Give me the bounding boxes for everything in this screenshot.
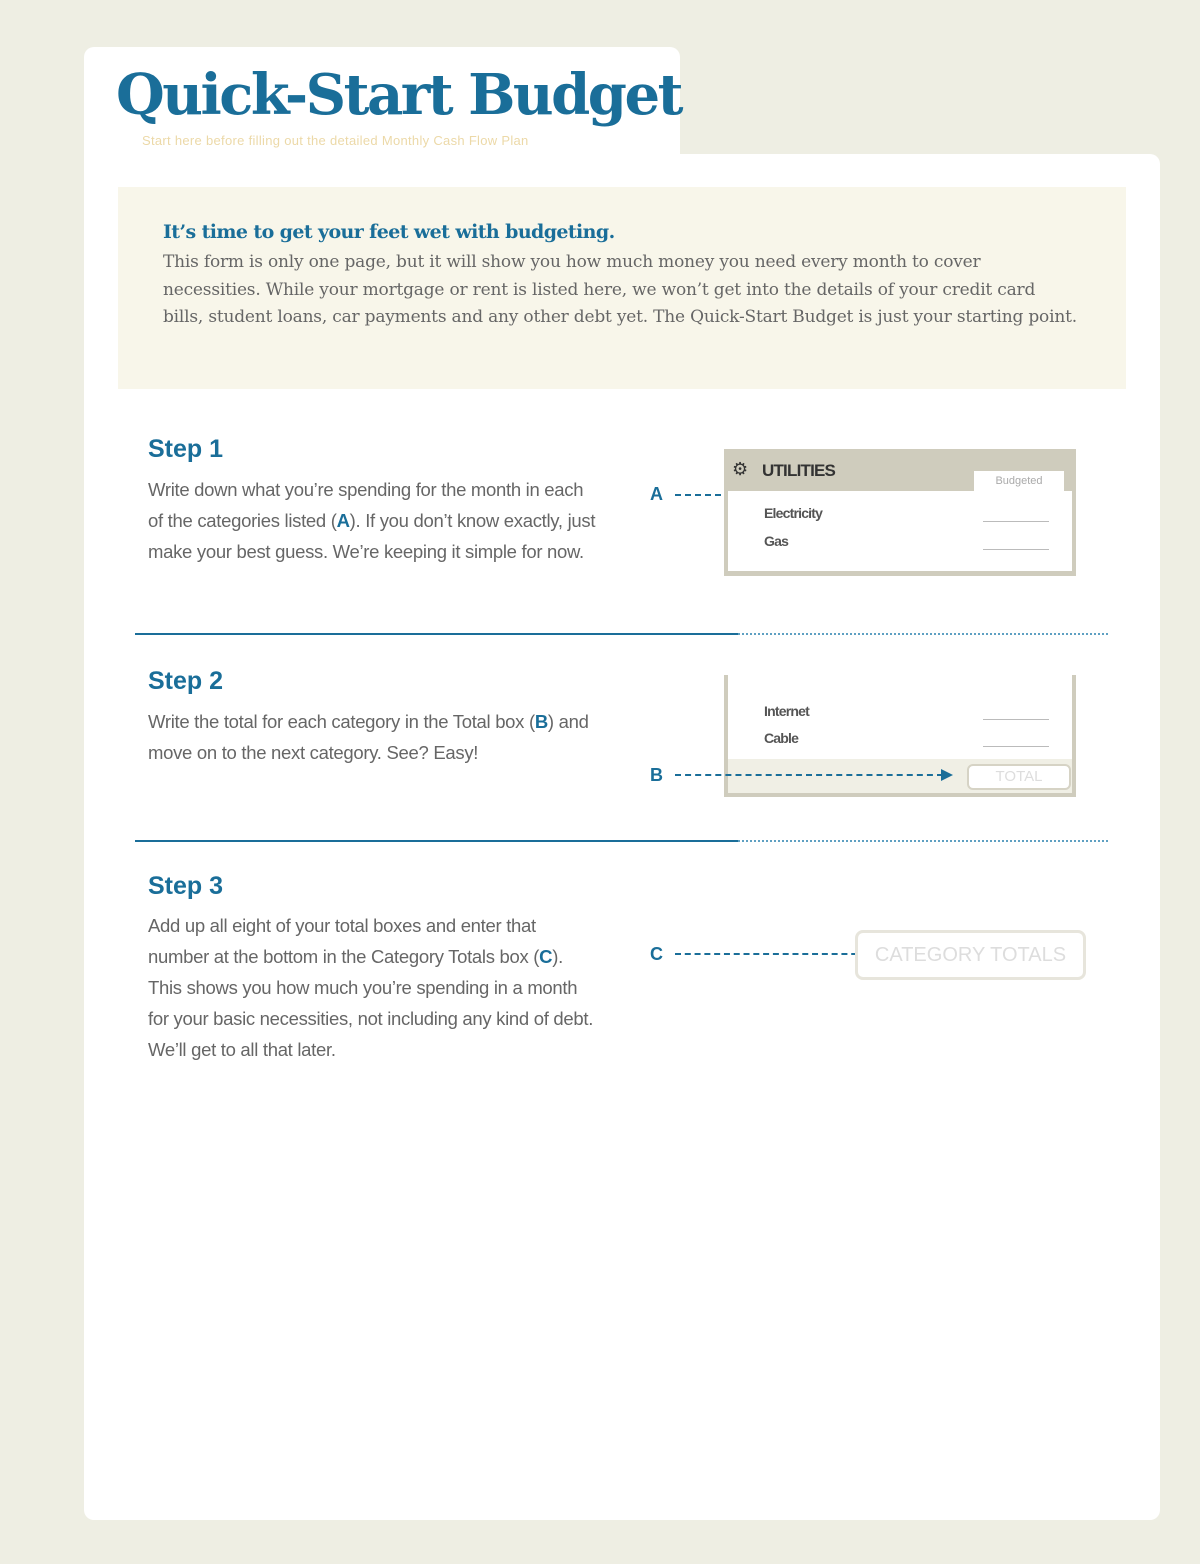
page-subtitle: Start here before filling out the detailed Monthly Cash Flow Plan <box>142 133 529 148</box>
arrow-c <box>675 953 867 955</box>
row-internet-line <box>983 719 1049 720</box>
step-3-text: Add up all eight of your total boxes and enter that number at the bottom in the Category Totals box (C). This shows you how much you’re spending in a month for your basic necessities, not including any kind of debt. We’ll get to all that later. <box>148 915 594 1060</box>
utilities-title: UTILITIES <box>762 461 836 480</box>
callout-a: A <box>650 484 663 504</box>
intro-heading: It’s time to get your feet wet with budgeting. <box>163 221 615 243</box>
arrow-b <box>675 774 943 776</box>
total-band <box>728 759 1072 793</box>
step-1-letter: A <box>336 510 350 531</box>
arrow-b-head <box>941 769 953 781</box>
step-3-title: Step 3 <box>148 872 224 900</box>
step-2-letter: B <box>534 711 548 732</box>
gear-icon: ⚙ <box>732 459 749 479</box>
intro-body: This form is only one page, but it will show you how much money you need every month to cover necessities. While your mortgage or rent is listed here, we won’t get into the details of your credit card bills, student loans, car payments and any other debt yet. The Quick-Start Budget is just your starting point. <box>163 252 1077 327</box>
callout-c: C <box>650 944 663 964</box>
utilities-card <box>724 449 1076 576</box>
row-cable-line <box>983 746 1049 747</box>
intro-box <box>118 187 1126 389</box>
page-title: Quick-Start Budget <box>116 62 681 128</box>
sample-category-body <box>728 675 1072 759</box>
budgeted-column-label: Budgeted <box>974 471 1064 491</box>
step-3-letter: C <box>539 946 553 967</box>
row-gas-line <box>983 549 1049 550</box>
row-internet: Internet <box>764 703 809 719</box>
callout-b: B <box>650 765 663 785</box>
category-totals-box: CATEGORY TOTALS <box>855 930 1086 980</box>
step-2-title: Step 2 <box>148 667 224 695</box>
utilities-body <box>728 491 1072 571</box>
sample-category-card <box>724 675 1076 797</box>
total-box: TOTAL <box>967 764 1071 790</box>
step-2-text: Write the total for each category in the Total box (B) and move on to the next category. See? Easy! <box>148 711 589 763</box>
step-1-title: Step 1 <box>148 435 224 463</box>
row-electricity-line <box>983 521 1049 522</box>
utilities-header <box>724 449 1076 491</box>
row-cable: Cable <box>764 730 799 746</box>
row-electricity: Electricity <box>764 505 823 521</box>
row-gas: Gas <box>764 533 789 549</box>
step-1-text: Write down what you’re spending for the month in each of the categories listed (A). If you don’t know exactly, just make your best guess. We’re keeping it simple for now. <box>148 479 596 562</box>
